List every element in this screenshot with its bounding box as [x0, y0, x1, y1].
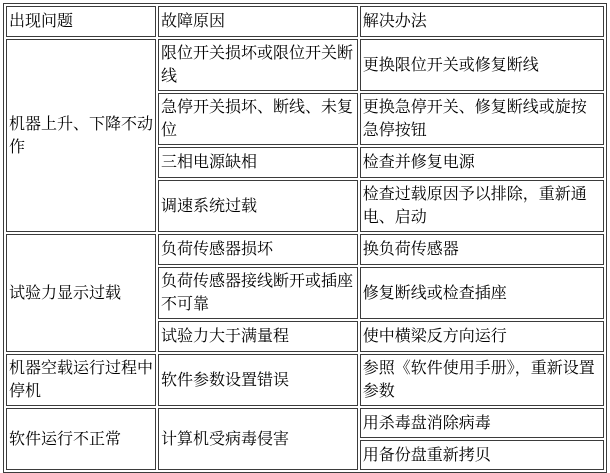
- cause-cell: 限位开关损坏或限位开关断线: [158, 39, 358, 91]
- solution-cell: 修复断线或检查插座: [360, 267, 604, 319]
- table-row: [6, 234, 604, 265]
- cause-cell: 计算机受病毒侵害: [158, 408, 358, 470]
- problem-cell: 机器空载运行过程中停机: [6, 354, 156, 406]
- cause-cell: 三相电源缺相: [158, 147, 358, 178]
- solution-cell: 使中横梁反方向运行: [360, 321, 604, 352]
- cause-cell: 急停开关损坏、断线、未复位: [158, 93, 358, 145]
- table-row: [6, 39, 604, 91]
- column-header-solution: 解决办法: [360, 6, 604, 37]
- problem-cell: 试验力显示过载: [6, 234, 156, 352]
- table-row: [6, 354, 604, 406]
- solution-cell: 更换急停开关、修复断线或旋按急停按钮: [360, 93, 604, 145]
- column-header-cause: 故障原因: [158, 6, 358, 37]
- solution-cell: 参照《软件使用手册》，重新设置参数: [360, 354, 604, 406]
- table-row: [6, 408, 604, 438]
- solution-cell: 检查并修复电源: [360, 147, 604, 178]
- solution-cell: 换负荷传感器: [360, 234, 604, 265]
- cause-cell: 调速系统过载: [158, 180, 358, 232]
- solution-cell: 检查过载原因予以排除，重新通电、启动: [360, 180, 604, 232]
- cause-cell: 试验力大于满量程: [158, 321, 358, 352]
- problem-cell: 机器上升、下降不动作: [6, 39, 156, 232]
- solution-cell: 用杀毒盘消除病毒: [360, 408, 604, 438]
- problem-cell: 软件运行不正常: [6, 408, 156, 470]
- table-header-row: [6, 6, 604, 37]
- solution-cell: 更换限位开关或修复断线: [360, 39, 604, 91]
- cause-cell: 软件参数设置错误: [158, 354, 358, 406]
- troubleshooting-table: [3, 3, 607, 473]
- cause-cell: 负荷传感器接线断开或插座不可靠: [158, 267, 358, 319]
- solution-cell: 用备份盘重新拷贝: [360, 440, 604, 470]
- cause-cell: 负荷传感器损坏: [158, 234, 358, 265]
- column-header-problem: 出现问题: [6, 6, 156, 37]
